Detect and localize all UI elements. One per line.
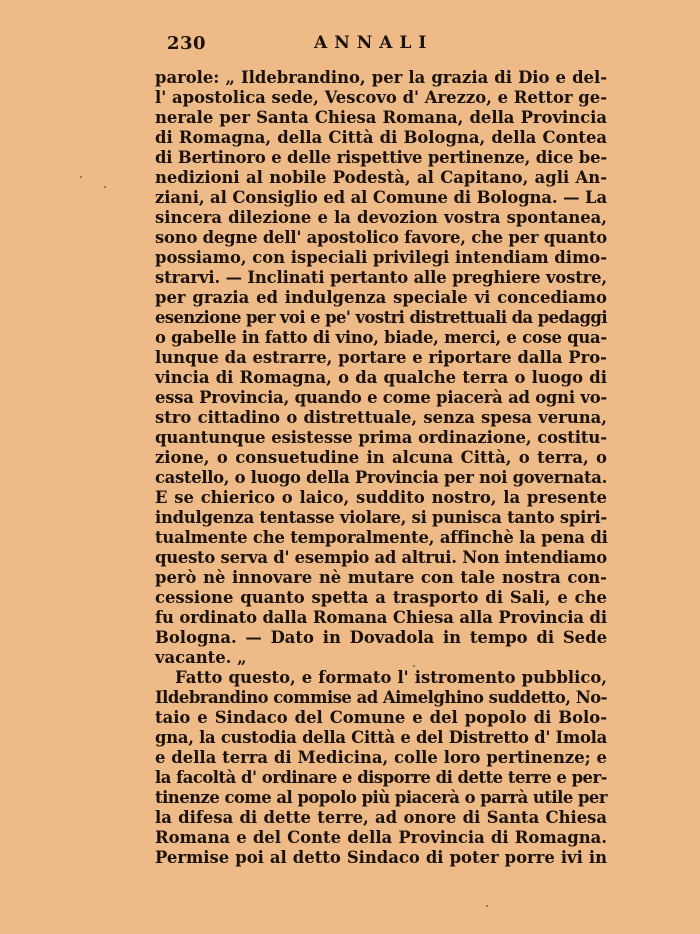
text-line: quantunque esistesse prima ordinazione, costitu- bbox=[155, 428, 607, 447]
text-line: di Bertinoro e delle rispettive pertinenze, dice be- bbox=[155, 148, 607, 167]
text-line: cessione quanto spetta a trasporto di Sali, e che bbox=[155, 588, 607, 607]
text-line: vacante. „ bbox=[155, 648, 247, 667]
body-text bbox=[155, 68, 607, 868]
text-line: sincera dilezione e la devozion vostra spontanea, bbox=[155, 208, 607, 227]
text-line: Permise poi al detto Sindaco di poter porre ivi in bbox=[155, 848, 607, 867]
text-line: per grazia ed indulgenza speciale vi concediamo bbox=[155, 288, 607, 307]
text-line: Ildebrandino commise ad Aimelghino suddetto, No- bbox=[155, 688, 607, 707]
text-line: nedizioni al nobile Podestà, al Capitano, agli An- bbox=[155, 168, 607, 187]
paper-speck bbox=[80, 176, 82, 178]
text-line: o gabelle in fatto di vino, biade, merci, e cose qua- bbox=[155, 328, 607, 347]
text-line: questo serva d' esempio ad altrui. Non intendiamo bbox=[155, 548, 607, 567]
text-line: nerale per Santa Chiesa Romana, della Provincia bbox=[155, 108, 607, 127]
text-line: sono degne dell' apostolico favore, che per quanto bbox=[155, 228, 607, 247]
text-line: e della terra di Medicina, colle loro pertinenze; e bbox=[155, 748, 607, 767]
text-line: lunque da estrarre, portare e riportare dalla Pro- bbox=[155, 348, 607, 367]
paper-speck bbox=[486, 905, 488, 907]
text-line: stro cittadino o distrettuale, senza spesa veruna, bbox=[155, 408, 607, 427]
text-line: Romana e del Conte della Provincia di Romagna. bbox=[155, 828, 607, 847]
text-line: fu ordinato dalla Romana Chiesa alla Provincia di bbox=[155, 608, 607, 627]
text-line: E se chierico o laico, suddito nostro, la presente bbox=[155, 488, 607, 507]
text-line: gna, la custodia della Città e del Distretto d' Imola bbox=[155, 728, 607, 747]
text-line: zione, o consuetudine in alcuna Città, o terra, o bbox=[155, 448, 607, 467]
text-line: tualmente che temporalmente, affinchè la pena di bbox=[155, 528, 608, 547]
text-line: vincia di Romagna, o da qualche terra o luogo di bbox=[155, 368, 607, 387]
page-header bbox=[0, 33, 700, 57]
text-line: taio e Sindaco del Comune e del popolo di Bolo- bbox=[155, 708, 607, 727]
paper-speck bbox=[104, 186, 106, 188]
text-line: essa Provincia, quando e come piacerà ad ogni vo- bbox=[155, 388, 607, 407]
text-line: strarvi. — Inclinati pertanto alle preghiere vostre, bbox=[155, 268, 607, 287]
paragraph-first-line: Fatto questo, e formato l' istromento pubblico, bbox=[175, 668, 607, 687]
text-line: però nè innovare nè mutare con tale nostra con- bbox=[155, 568, 607, 587]
text-line: tinenze come al popolo più piacerà o parrà utile per bbox=[155, 788, 607, 807]
text-line: la facoltà d' ordinare e disporre di dette terre e per- bbox=[155, 768, 607, 787]
text-line: Bologna. — Dato in Dovadola in tempo di Sede bbox=[155, 628, 607, 647]
text-line: la difesa di dette terre, ad onore di Santa Chiesa bbox=[155, 808, 607, 827]
text-line: possiamo, con ispeciali privilegi intendiam dimo- bbox=[155, 248, 607, 267]
text-line: di Romagna, della Città di Bologna, della Contea bbox=[155, 128, 607, 147]
text-line: castello, o luogo della Provincia per noi governata. bbox=[155, 468, 607, 487]
paper-speck bbox=[413, 665, 415, 667]
text-line: esenzione per voi e pe' vostri distrettuali da pedaggi bbox=[155, 308, 607, 327]
text-line: parole: „ Ildebrandino, per la grazia di Dio e del- bbox=[155, 68, 607, 87]
text-line: ziani, al Consiglio ed al Comune di Bologna. — La bbox=[155, 188, 607, 207]
running-head: ANNALI bbox=[314, 33, 434, 53]
text-line: indulgenza tentasse violare, si punisca tanto spiri- bbox=[155, 508, 607, 527]
text-line: l' apostolica sede, Vescovo d' Arezzo, e Rettor ge- bbox=[155, 88, 607, 107]
page-number: 230 bbox=[167, 33, 207, 54]
